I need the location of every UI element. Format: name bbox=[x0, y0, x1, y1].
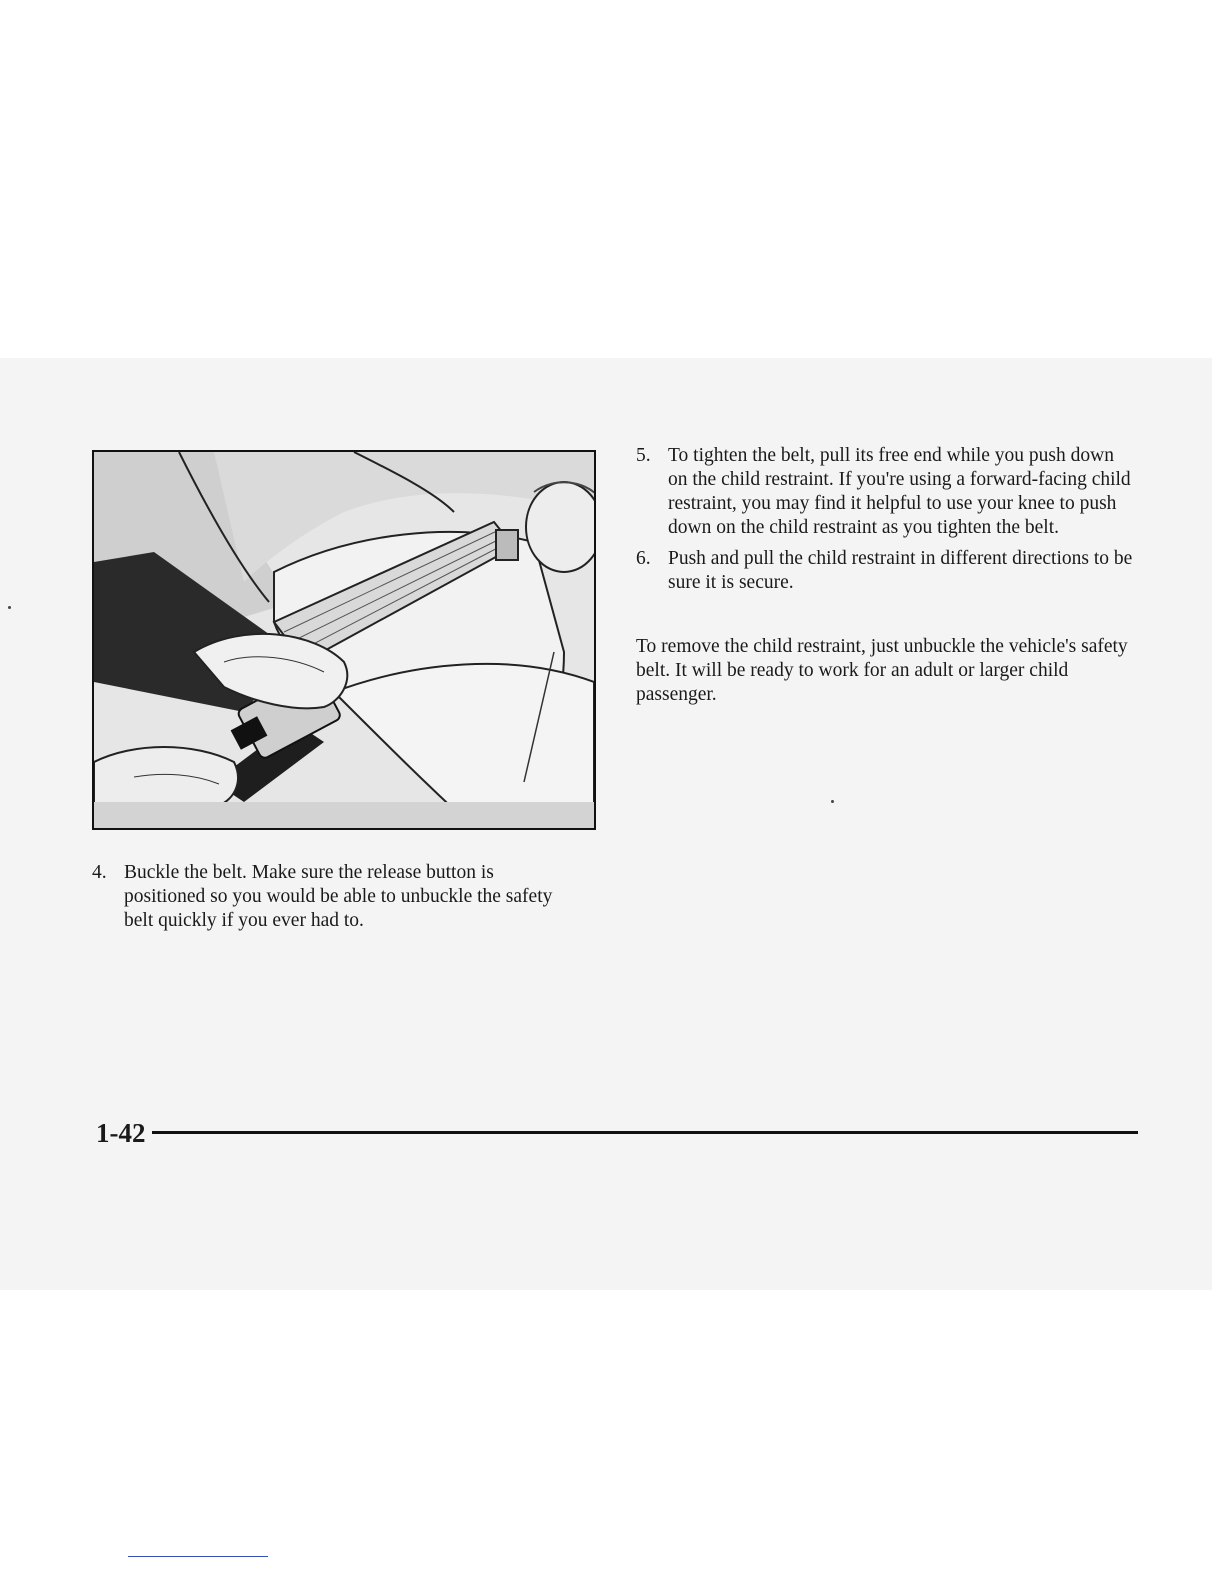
page-number: 1-42 bbox=[96, 1118, 146, 1148]
steps-right-column bbox=[636, 444, 1136, 602]
bottom-underline bbox=[128, 1556, 268, 1557]
scan-speck bbox=[8, 606, 11, 609]
step-text: Buckle the belt. Make sure the release button is positioned so you would be able to unbuckle the safety belt quickly if you ever had to. bbox=[124, 862, 553, 931]
step-number: 6. bbox=[636, 548, 651, 569]
step-item bbox=[92, 861, 562, 933]
removal-paragraph: To remove the child restraint, just unbuckle the vehicle's safety belt. It will be ready to work for an adult or larger child passenger. bbox=[636, 636, 1128, 705]
step-number: 4. bbox=[92, 862, 107, 883]
step-number: 5. bbox=[636, 445, 651, 466]
step-item bbox=[636, 444, 1136, 540]
steps-left-column bbox=[92, 861, 562, 940]
step-text: Push and pull the child restraint in different directions to be sure it is secure. bbox=[668, 548, 1133, 593]
illustration-drawing bbox=[94, 452, 594, 828]
footer-rule bbox=[152, 1131, 1138, 1134]
step-item bbox=[636, 547, 1136, 595]
step-text: To tighten the belt, pull its free end while you push down on the child restraint. If you're using a forward-facing child restraint, you may find it helpful to use your knee to push down on the child restraint as you tighten the belt. bbox=[668, 445, 1131, 538]
scan-speck bbox=[831, 800, 834, 803]
illustration-buckling-child-restraint bbox=[92, 450, 596, 830]
